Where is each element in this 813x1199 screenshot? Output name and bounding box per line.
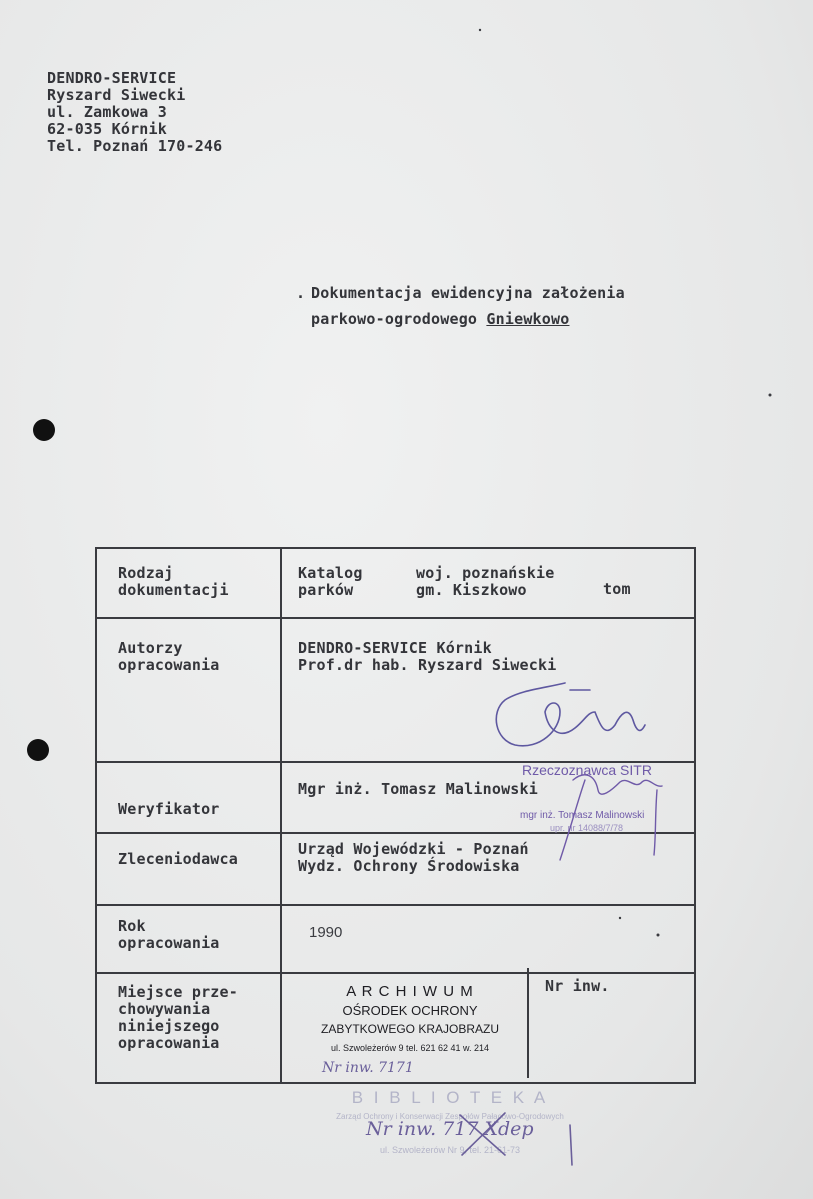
- author-signature: [496, 683, 645, 746]
- sender-city: 62-035 Kórnik: [47, 120, 167, 138]
- label-line: opracowania: [118, 1034, 220, 1052]
- stray-marks: [479, 29, 772, 937]
- row-year-value: 1990: [309, 924, 343, 941]
- verifier-signature: [560, 775, 662, 860]
- label-line: opracowania: [118, 934, 220, 952]
- library-handwritten-inventory: Nr inw. 717 Xdep: [366, 1118, 534, 1140]
- sender-company: DENDRO-SERVICE: [47, 69, 177, 87]
- row-verifier-label: Weryfikator: [118, 800, 220, 818]
- place-name: Gniewkowo: [486, 310, 570, 328]
- library-stamp-line2: Zarząd Ochrony i Konserwacji Zespołów Pałacowo-Ogrodowych: [336, 1112, 564, 1121]
- archive-stamp-address: ul. Szwoleżerów 9 tel. 621 62 41 w. 214: [330, 1043, 490, 1053]
- row-document-type-volume: tom: [603, 580, 631, 598]
- document-title-prefix: parkowo-ogrodowego: [311, 310, 487, 328]
- value-line: parków: [298, 581, 354, 599]
- label-line: opracowania: [118, 656, 220, 674]
- sender-person: Ryszard Siwecki: [47, 86, 186, 104]
- value-line: woj. poznańskie: [416, 564, 555, 582]
- title-dot: .: [296, 284, 306, 302]
- value-line: Urząd Wojewódzki - Poznań: [298, 840, 529, 858]
- verifier-stamp-title: Rzeczoznawca SITR: [522, 762, 652, 778]
- label-line: chowywania: [118, 1000, 211, 1018]
- inventory-number-label: Nr inw.: [545, 977, 610, 995]
- archive-stamp-line3: ZABYTKOWEGO KRAJOBRAZU: [320, 1022, 500, 1036]
- value-line: gm. Kiszkowo: [416, 581, 527, 599]
- document-title-line1: Dokumentacja ewidencyjna założenia: [311, 284, 625, 302]
- value-line: DENDRO-SERVICE Kórnik: [298, 639, 492, 657]
- sender-street: ul. Zamkowa 3: [47, 103, 167, 121]
- archive-handwritten-inventory: Nr inw. 7171: [322, 1060, 414, 1076]
- archive-stamp-title: A R C H I W U M: [346, 983, 474, 1000]
- value-line: Prof.dr hab. Ryszard Siwecki: [298, 656, 557, 674]
- label-line: Rodzaj: [118, 564, 174, 582]
- sender-phone: Tel. Poznań 170-246: [47, 137, 223, 155]
- value-line: Katalog: [298, 564, 363, 582]
- row-verifier-value: Mgr inż. Tomasz Malinowski: [298, 780, 538, 798]
- label-line: Miejsce prze-: [118, 983, 238, 1001]
- library-stamp-address: ul. Szwoleżerów Nr 9, tel. 21-61-73: [379, 1145, 521, 1155]
- value-line: Wydz. Ochrony Środowiska: [298, 857, 520, 875]
- archive-stamp-line2: OŚRODEK OCHRONY: [342, 1003, 478, 1018]
- inventory-strikeout: [460, 1113, 572, 1165]
- label-line: Rok: [118, 917, 146, 935]
- library-stamp-title: B I B L I O T E K A: [351, 1088, 549, 1107]
- verifier-stamp-name: mgr inż. Tomasz Malinowski: [520, 810, 645, 821]
- verifier-stamp-number: upr. nr 14088/7/78: [550, 823, 624, 833]
- label-line: dokumentacji: [118, 581, 229, 599]
- label-line: Autorzy: [118, 639, 183, 657]
- row-client-label: Zleceniodawca: [118, 850, 238, 868]
- label-line: niniejszego: [118, 1017, 220, 1035]
